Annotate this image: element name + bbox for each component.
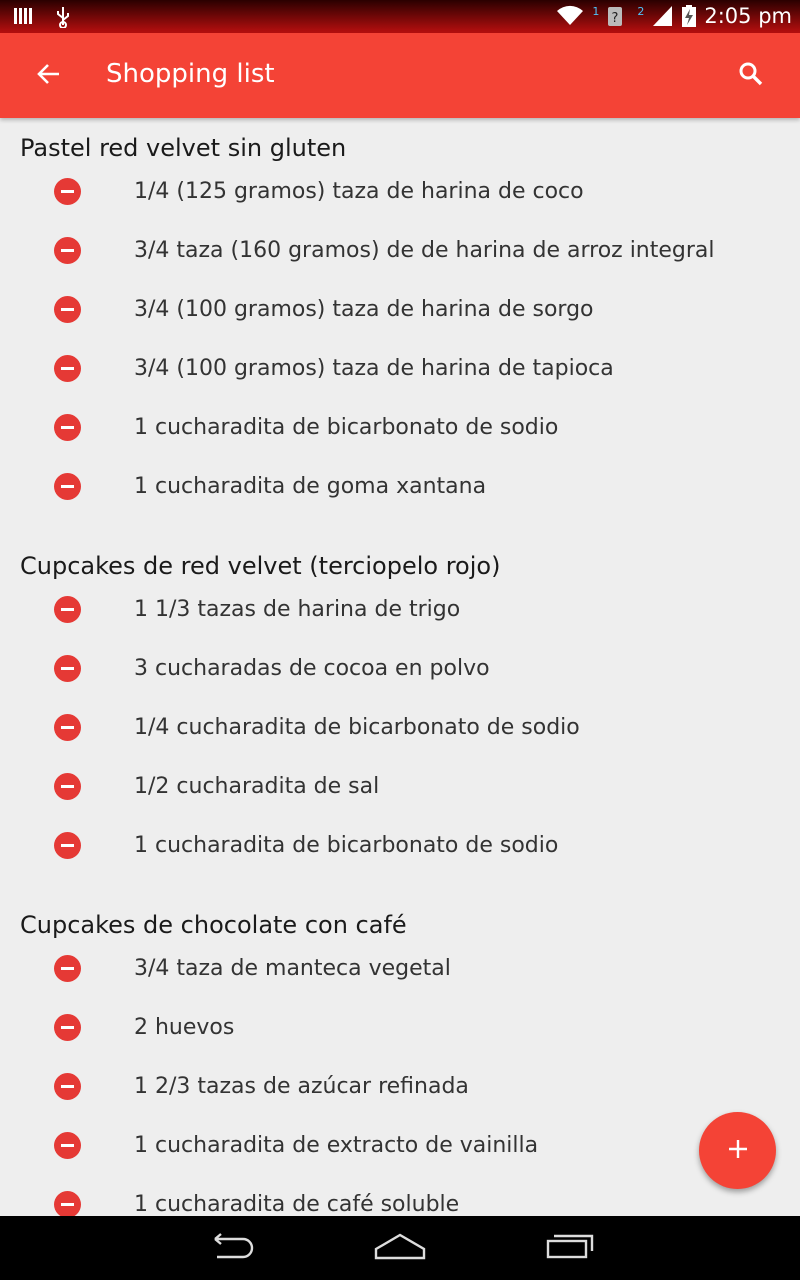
remove-circle-icon[interactable] — [54, 1191, 81, 1216]
nav-back-button[interactable] — [200, 1230, 260, 1266]
item-label: 1/2 cucharadita de sal — [134, 774, 380, 799]
add-item-button[interactable] — [699, 1112, 776, 1189]
nav-recents-button[interactable] — [540, 1230, 600, 1266]
section-title: Cupcakes de chocolate con café — [20, 911, 407, 939]
item-label: 3/4 taza de manteca vegetal — [134, 956, 451, 981]
sim1-label: 1 — [592, 4, 600, 18]
list-item — [0, 1192, 800, 1216]
status-time: 2:05 pm — [704, 4, 792, 28]
remove-circle-icon[interactable] — [54, 773, 81, 800]
list-item — [0, 297, 800, 359]
list-item — [0, 179, 800, 241]
shopping-list — [0, 118, 800, 1216]
item-label: 3/4 (100 gramos) taza de harina de sorgo — [134, 297, 594, 322]
status-bar — [0, 0, 800, 33]
item-label: 1 cucharadita de extracto de vainilla — [134, 1133, 539, 1158]
cell-signal-icon — [652, 5, 674, 27]
remove-circle-icon[interactable] — [54, 1073, 81, 1100]
remove-circle-icon[interactable] — [54, 1132, 81, 1159]
remove-circle-icon[interactable] — [54, 832, 81, 859]
remove-circle-icon[interactable] — [54, 655, 81, 682]
list-item — [0, 956, 800, 1018]
signal-bars-icon — [14, 6, 36, 28]
recipe-section — [0, 895, 800, 1216]
search-icon — [738, 61, 764, 91]
remove-circle-icon[interactable] — [54, 296, 81, 323]
navigation-bar — [0, 1216, 800, 1280]
item-label: 1 cucharadita de goma xantana — [134, 474, 487, 499]
remove-circle-icon[interactable] — [54, 178, 81, 205]
remove-circle-icon[interactable] — [54, 955, 81, 982]
remove-circle-icon[interactable] — [54, 237, 81, 264]
remove-circle-icon[interactable] — [54, 596, 81, 623]
page-title: Shopping list — [106, 59, 275, 89]
item-label: 3/4 taza (160 gramos) de de harina de arroz integral — [134, 238, 715, 263]
app-bar — [0, 33, 800, 118]
remove-circle-icon[interactable] — [54, 1014, 81, 1041]
item-label: 1 cucharadita de café soluble — [134, 1192, 460, 1216]
list-item — [0, 1074, 800, 1136]
list-item — [0, 238, 800, 300]
remove-circle-icon[interactable] — [54, 355, 81, 382]
item-label: 1 2/3 tazas de azúcar refinada — [134, 1074, 469, 1099]
item-label: 1/4 (125 gramos) taza de harina de coco — [134, 179, 584, 204]
back-button[interactable] — [30, 57, 68, 95]
nav-home-icon — [373, 1231, 427, 1265]
remove-circle-icon[interactable] — [54, 414, 81, 441]
search-button[interactable] — [732, 57, 770, 95]
item-label: 3 cucharadas de cocoa en polvo — [134, 656, 490, 681]
nav-recents-icon — [545, 1231, 595, 1265]
wifi-icon — [556, 5, 584, 27]
section-title: Cupcakes de red velvet (terciopelo rojo) — [20, 552, 501, 580]
battery-charging-icon — [682, 5, 696, 27]
item-label: 2 huevos — [134, 1015, 235, 1040]
plus-icon — [727, 1138, 749, 1164]
item-label: 1 cucharadita de bicarbonato de sodio — [134, 833, 559, 858]
sim-unknown-icon — [607, 5, 629, 27]
item-label: 1 cucharadita de bicarbonato de sodio — [134, 415, 559, 440]
usb-icon — [54, 6, 76, 28]
list-item — [0, 356, 800, 418]
remove-circle-icon[interactable] — [54, 714, 81, 741]
nav-home-button[interactable] — [370, 1230, 430, 1266]
arrow-back-icon — [37, 62, 61, 90]
recipe-section — [0, 118, 800, 536]
list-item — [0, 833, 800, 895]
svg-text:?: ? — [611, 11, 619, 26]
list-item — [0, 415, 800, 477]
remove-circle-icon[interactable] — [54, 473, 81, 500]
item-label: 3/4 (100 gramos) taza de harina de tapioca — [134, 356, 614, 381]
list-item — [0, 597, 800, 659]
list-item — [0, 774, 800, 836]
nav-back-icon — [205, 1231, 255, 1265]
section-title: Pastel red velvet sin gluten — [20, 134, 347, 162]
recipe-section — [0, 536, 800, 895]
list-item — [0, 474, 800, 536]
item-label: 1 1/3 tazas de harina de trigo — [134, 597, 461, 622]
list-item — [0, 656, 800, 718]
list-item — [0, 1133, 800, 1195]
sim2-label: 2 — [637, 4, 645, 18]
item-label: 1/4 cucharadita de bicarbonato de sodio — [134, 715, 580, 740]
list-item — [0, 715, 800, 777]
list-item — [0, 1015, 800, 1077]
